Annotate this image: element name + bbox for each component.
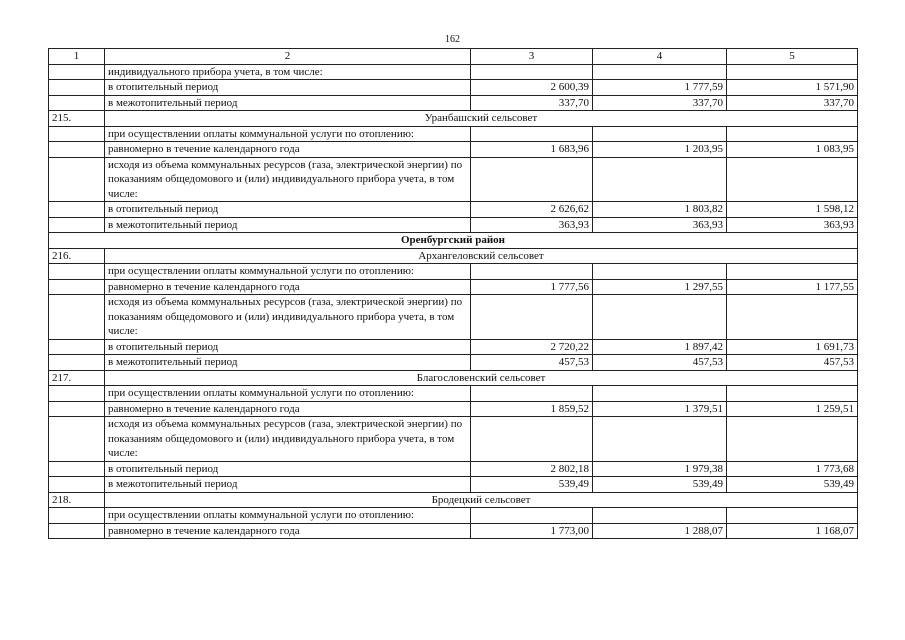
row-number-cell <box>49 126 105 142</box>
table-row <box>49 202 858 218</box>
table-row-description <box>49 508 858 524</box>
value-col-4: 1 288,07 <box>593 523 727 539</box>
value-col-5: 1 177,55 <box>727 279 858 295</box>
empty-cell <box>593 126 727 142</box>
row-number-cell <box>49 264 105 280</box>
value-col-3: 539,49 <box>471 477 593 493</box>
value-col-3: 1 683,96 <box>471 142 593 158</box>
value-col-4: 337,70 <box>593 95 727 111</box>
empty-cell <box>471 386 593 402</box>
row-description: при осуществлении оплаты коммунальной услуги по отоплению: <box>105 126 471 142</box>
value-col-3: 363,93 <box>471 217 593 233</box>
value-col-4: 363,93 <box>593 217 727 233</box>
section-number: 218. <box>49 492 105 508</box>
empty-cell <box>727 157 858 202</box>
table-row <box>49 461 858 477</box>
row-description: при осуществлении оплаты коммунальной услуги по отоплению: <box>105 386 471 402</box>
section-title: Архангеловский сельсовет <box>105 248 858 264</box>
row-description: индивидуального прибора учета, в том числе: <box>105 64 471 80</box>
row-label: равномерно в течение календарного года <box>105 279 471 295</box>
value-col-4: 539,49 <box>593 477 727 493</box>
value-col-3: 2 720,22 <box>471 339 593 355</box>
header-col-4: 4 <box>593 49 727 65</box>
row-number-cell <box>49 95 105 111</box>
empty-cell <box>727 64 858 80</box>
value-col-5: 1 571,90 <box>727 80 858 96</box>
row-number-cell <box>49 508 105 524</box>
empty-cell <box>471 508 593 524</box>
section-number: 216. <box>49 248 105 264</box>
table-row <box>49 217 858 233</box>
table-row-description <box>49 64 858 80</box>
empty-cell <box>471 126 593 142</box>
row-label: в межотопительный период <box>105 355 471 371</box>
row-number-cell <box>49 279 105 295</box>
section-title: Благословенский сельсовет <box>105 370 858 386</box>
value-col-5: 1 773,68 <box>727 461 858 477</box>
value-col-4: 1 777,59 <box>593 80 727 96</box>
value-col-4: 1 297,55 <box>593 279 727 295</box>
row-label: в отопительный период <box>105 80 471 96</box>
row-number-cell <box>49 157 105 202</box>
section-number: 217. <box>49 370 105 386</box>
value-col-4: 1 897,42 <box>593 339 727 355</box>
header-col-2: 2 <box>105 49 471 65</box>
row-number-cell <box>49 523 105 539</box>
table-row <box>49 142 858 158</box>
table-row <box>49 523 858 539</box>
value-col-3: 457,53 <box>471 355 593 371</box>
empty-cell <box>471 264 593 280</box>
table-row <box>49 95 858 111</box>
section-number: 215. <box>49 111 105 127</box>
value-col-4: 1 203,95 <box>593 142 727 158</box>
district-row <box>49 233 858 249</box>
section-row <box>49 248 858 264</box>
row-number-cell <box>49 461 105 477</box>
empty-cell <box>593 508 727 524</box>
empty-cell <box>593 295 727 340</box>
row-number-cell <box>49 295 105 340</box>
value-col-3: 2 626,62 <box>471 202 593 218</box>
row-description: исходя из объема коммунальных ресурсов (газа, электрической энергии) по показаниям общедомового и (или) индивидуального прибора учета, в том числе: <box>105 417 471 462</box>
empty-cell <box>471 417 593 462</box>
empty-cell <box>727 126 858 142</box>
empty-cell <box>727 264 858 280</box>
header-col-3: 3 <box>471 49 593 65</box>
table-row <box>49 477 858 493</box>
value-col-3: 1 777,56 <box>471 279 593 295</box>
table-row <box>49 279 858 295</box>
empty-cell <box>593 157 727 202</box>
empty-cell <box>471 157 593 202</box>
value-col-5: 1 259,51 <box>727 401 858 417</box>
row-number-cell <box>49 477 105 493</box>
row-number-cell <box>49 401 105 417</box>
row-label: в отопительный период <box>105 339 471 355</box>
value-col-4: 1 803,82 <box>593 202 727 218</box>
table-row <box>49 401 858 417</box>
value-col-5: 539,49 <box>727 477 858 493</box>
empty-cell <box>593 264 727 280</box>
header-col-5: 5 <box>727 49 858 65</box>
row-label: в отопительный период <box>105 461 471 477</box>
value-col-5: 337,70 <box>727 95 858 111</box>
table-row-description <box>49 126 858 142</box>
value-col-5: 457,53 <box>727 355 858 371</box>
row-label: в межотопительный период <box>105 217 471 233</box>
row-number-cell <box>49 355 105 371</box>
row-number-cell <box>49 386 105 402</box>
row-label: равномерно в течение календарного года <box>105 401 471 417</box>
value-col-5: 1 083,95 <box>727 142 858 158</box>
table-row-description <box>49 157 858 202</box>
value-col-4: 1 379,51 <box>593 401 727 417</box>
value-col-3: 2 802,18 <box>471 461 593 477</box>
table-row <box>49 80 858 96</box>
empty-cell <box>593 64 727 80</box>
header-col-1: 1 <box>49 49 105 65</box>
value-col-4: 1 979,38 <box>593 461 727 477</box>
section-row <box>49 111 858 127</box>
section-title: Бродецкий сельсовет <box>105 492 858 508</box>
page-number: 162 <box>445 34 460 45</box>
section-title: Уранбашский сельсовет <box>105 111 858 127</box>
row-label: в межотопительный период <box>105 477 471 493</box>
value-col-3: 337,70 <box>471 95 593 111</box>
table-row-description <box>49 386 858 402</box>
table-body <box>49 64 858 539</box>
section-row <box>49 370 858 386</box>
row-number-cell <box>49 64 105 80</box>
empty-cell <box>593 386 727 402</box>
empty-cell <box>727 386 858 402</box>
value-col-5: 1 598,12 <box>727 202 858 218</box>
row-label: равномерно в течение календарного года <box>105 523 471 539</box>
row-number-cell <box>49 217 105 233</box>
empty-cell <box>727 417 858 462</box>
row-description: при осуществлении оплаты коммунальной услуги по отоплению: <box>105 508 471 524</box>
value-col-4: 457,53 <box>593 355 727 371</box>
empty-cell <box>471 295 593 340</box>
table-row-description <box>49 264 858 280</box>
row-label: равномерно в течение календарного года <box>105 142 471 158</box>
row-number-cell <box>49 202 105 218</box>
value-col-3: 1 859,52 <box>471 401 593 417</box>
row-label: в межотопительный период <box>105 95 471 111</box>
row-description: исходя из объема коммунальных ресурсов (газа, электрической энергии) по показаниям общедомового и (или) индивидуального прибора учета, в том числе: <box>105 295 471 340</box>
table-row-description <box>49 295 858 340</box>
empty-cell <box>471 64 593 80</box>
value-col-3: 1 773,00 <box>471 523 593 539</box>
table-row <box>49 355 858 371</box>
row-number-cell <box>49 142 105 158</box>
tariff-table <box>48 48 858 539</box>
district-title: Оренбургский район <box>49 233 858 249</box>
row-label: в отопительный период <box>105 202 471 218</box>
table-row <box>49 339 858 355</box>
empty-cell <box>727 295 858 340</box>
row-description: при осуществлении оплаты коммунальной услуги по отоплению: <box>105 264 471 280</box>
row-description: исходя из объема коммунальных ресурсов (газа, электрической энергии) по показаниям общедомового и (или) индивидуального прибора учета, в том числе: <box>105 157 471 202</box>
table-row-description <box>49 417 858 462</box>
value-col-5: 1 691,73 <box>727 339 858 355</box>
row-number-cell <box>49 339 105 355</box>
header-row <box>49 49 858 65</box>
value-col-5: 363,93 <box>727 217 858 233</box>
row-number-cell <box>49 80 105 96</box>
empty-cell <box>727 508 858 524</box>
row-number-cell <box>49 417 105 462</box>
value-col-3: 2 600,39 <box>471 80 593 96</box>
section-row <box>49 492 858 508</box>
empty-cell <box>593 417 727 462</box>
value-col-5: 1 168,07 <box>727 523 858 539</box>
